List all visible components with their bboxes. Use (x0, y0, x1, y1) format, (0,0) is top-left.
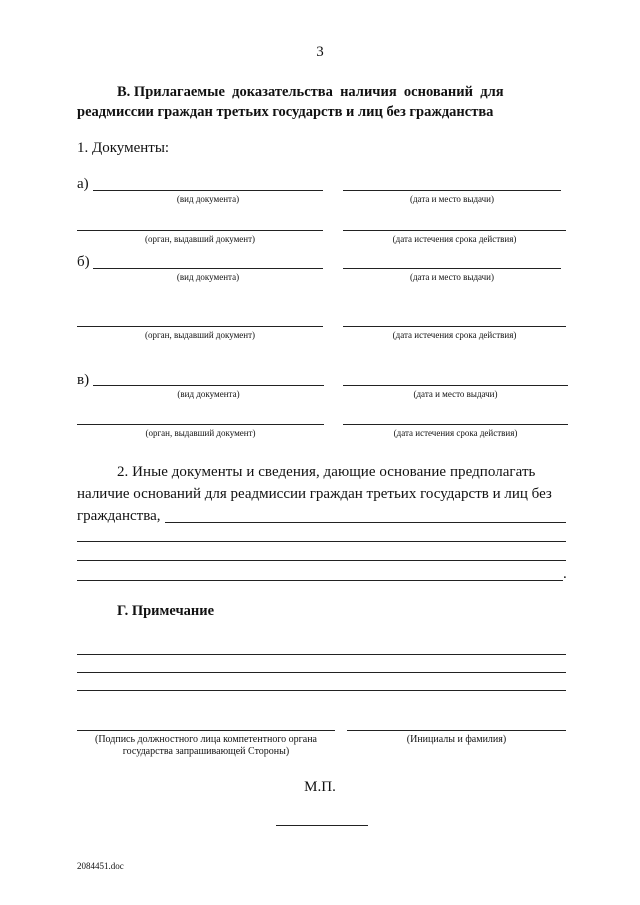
other-docs-field-4[interactable] (77, 580, 563, 581)
other-docs-period: . (563, 566, 567, 582)
entry-v-issue-field[interactable] (343, 385, 568, 386)
official-signature-caption-line1: (Подпись должностного лица компетентного органа (95, 734, 317, 745)
entry-a-expiry-field[interactable] (343, 230, 566, 231)
other-docs-field-3[interactable] (77, 560, 566, 561)
notes-field-1[interactable] (77, 654, 566, 655)
entry-a-authority-field[interactable] (77, 230, 323, 231)
entry-v-expiry-field[interactable] (343, 424, 568, 425)
entry-v-issue-caption: (дата и место выдачи) (413, 389, 498, 399)
entry-b-issue-field[interactable] (343, 268, 561, 269)
seal-placeholder: М.П. (304, 779, 336, 795)
entry-a-issue-caption: (дата и место выдачи) (409, 194, 494, 204)
entry-b-authority-field[interactable] (77, 326, 323, 327)
section-b-heading-line1: В. Прилагаемые доказательства наличия оснований для (117, 84, 504, 100)
entry-a-issue-field[interactable] (343, 190, 561, 191)
other-docs-field-1[interactable] (165, 522, 566, 523)
entry-b-expiry-field[interactable] (343, 326, 566, 327)
entry-b-doc-type-field[interactable] (93, 268, 323, 269)
entry-v-doc-type-caption: (вид документа) (177, 389, 240, 399)
initials-caption: (Инициалы и фамилия) (406, 734, 507, 745)
entry-a-expiry-caption: (дата истечения срока действия) (392, 234, 517, 244)
entry-b-issue-caption: (дата и место выдачи) (409, 272, 494, 282)
document-id: 2084451.doc (77, 861, 124, 871)
other-docs-field-2[interactable] (77, 541, 566, 542)
entry-a-authority-caption: (орган, выдавший документ) (144, 234, 256, 244)
other-docs-line2: наличие оснований для реадмиссии граждан третьих государств и лиц без (77, 486, 552, 502)
section-g-heading: Г. Примечание (117, 603, 215, 619)
entry-v-expiry-caption: (дата истечения срока действия) (393, 428, 518, 438)
entry-b-doc-type-caption: (вид документа) (176, 272, 240, 282)
documents-title: 1. Документы: (77, 140, 170, 156)
entry-v-authority-field[interactable] (77, 424, 324, 425)
section-b-heading-line2: реадмиссии граждан третьих государств и лиц без гражданства (77, 104, 494, 120)
entry-a-doc-type-caption: (вид документа) (176, 194, 240, 204)
entry-a-letter: а) (77, 176, 89, 192)
entry-b-expiry-caption: (дата истечения срока действия) (392, 330, 517, 340)
entry-b-authority-caption: (орган, выдавший документ) (144, 330, 256, 340)
other-docs-line3: гражданства, (77, 508, 161, 524)
official-signature-field[interactable] (77, 730, 335, 731)
official-signature-caption-line2: государства запрашивающей Стороны) (122, 746, 290, 757)
closing-rule (276, 825, 368, 826)
other-docs-line1: 2. Иные документы и сведения, дающие основание предполагать (117, 464, 536, 480)
initials-field[interactable] (347, 730, 566, 731)
notes-field-3[interactable] (77, 690, 566, 691)
entry-v-doc-type-field[interactable] (93, 385, 324, 386)
entry-b-letter: б) (77, 254, 90, 270)
entry-v-authority-caption: (орган, выдавший документ) (145, 428, 256, 438)
entry-v-letter: в) (77, 372, 90, 388)
entry-a-doc-type-field[interactable] (93, 190, 323, 191)
notes-field-2[interactable] (77, 672, 566, 673)
page-number: 3 (316, 44, 324, 60)
